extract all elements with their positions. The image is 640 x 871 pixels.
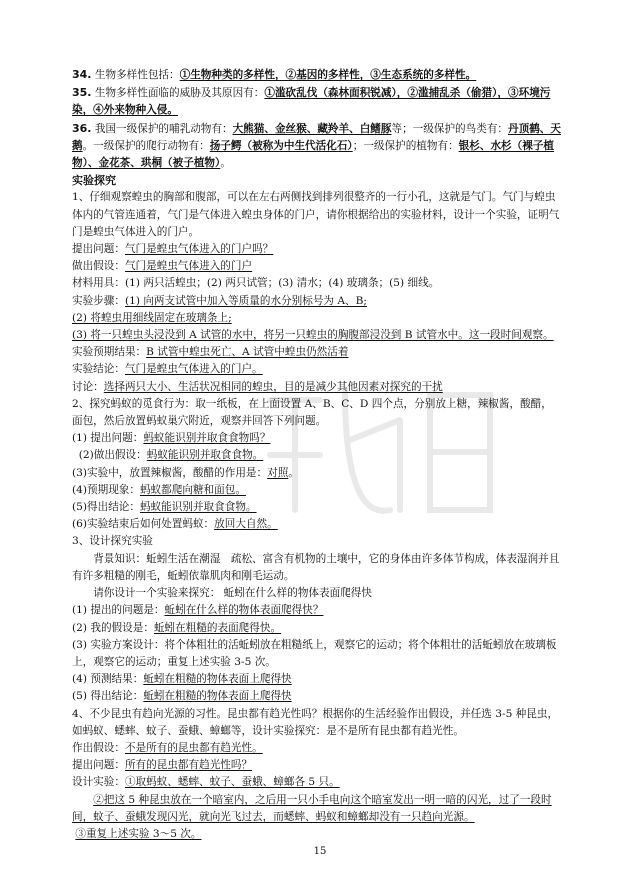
item-text: 等；一级保护的鸟类有： xyxy=(391,122,509,135)
answer: 放回大自然。 xyxy=(214,518,278,531)
item-text: 生物多样性面临的威胁及其原因有： xyxy=(94,87,265,100)
exp4-design-3 xyxy=(72,826,562,843)
exp1-discussion xyxy=(72,379,562,396)
answer: 蚯蚓在什么样的物体表面爬得快？ xyxy=(164,604,324,617)
label: 设计实验： xyxy=(72,776,125,789)
exp2-intro: 2、探究蚂蚁的觅食行为：取一纸板，在上面设置 A、B、C、D 四个点，分别放上糖，辣椒酱，酸醋，面包，然后放置蚂蚁巢穴附近，观察并回答下列问题。 xyxy=(72,397,552,428)
answer: 蚯蚓在粗糙的物体表面上爬得快 xyxy=(143,673,292,686)
exp4-design-2 xyxy=(72,792,562,826)
label: (2) 我的假设是： xyxy=(72,621,154,634)
label: (5)得出结论： xyxy=(72,501,140,514)
label: 实验结论： xyxy=(72,363,125,376)
exp4-intro: 4、不少昆虫有趋向光源的习性。昆虫都有趋光性吗？根据你的生活经验作出假设，并任选 3-5 种昆虫，如蚂蚁、蟋蟀、蚊子、蚕蛾、蟑螂等，设计实验探究：是不是所有昆虫都有趋光性。 xyxy=(72,707,559,737)
item-35 xyxy=(72,84,562,119)
answer: 蚂蚁能识别并取食食物。 xyxy=(146,449,264,462)
item-34 xyxy=(72,66,562,84)
answer: 蚯蚓在粗糙的物体表面上爬得快 xyxy=(143,690,292,703)
label: (1) 提出问题： xyxy=(72,432,144,445)
answer: 气门是蝗虫气体进入的门户吗？ xyxy=(124,243,274,256)
exp1-step-2 xyxy=(72,310,562,327)
answer: 所有的昆虫都有趋光性吗？ xyxy=(124,759,253,772)
document-page xyxy=(72,66,562,843)
label: (3)实验中，放置辣椒酱，酸醋的作用是： xyxy=(72,466,268,479)
exp3-background: 背景知识：蚯蚓生活在潮湿 疏松、富含有机物的土壤中，它的身体由许多体节构成，体表湿润并且有许多粗糙的刚毛，蚯蚓依靠肌肉和刚毛运动。 xyxy=(72,552,560,582)
answer: (1) 向两支试管中加入等质量的水分别标号为 A、B; xyxy=(124,294,367,307)
label: (4) 预测结果： xyxy=(72,673,144,686)
exp2-q1 xyxy=(72,430,562,447)
answer: 蚯蚓在粗糙的表面爬得快。 xyxy=(153,621,282,634)
exp4-hypothesis xyxy=(72,740,562,757)
exp1-materials: 材料用具：(1) 两只活蝗虫；(2) 两只试管；(3) 清水；(4) 玻璃条；(5) 细线。 xyxy=(72,277,440,290)
exp2-q2 xyxy=(72,447,562,464)
exp3-q3: (3) 实验方案设计：将个体粗壮的活蚯蚓放在粗糙纸上，观察它的运动；将个体粗壮的活蚯蚓放在玻璃板上，观察它的运动；重复上述实验 3-5 次。 xyxy=(72,638,557,668)
item-answer: 大熊猫、金丝猴、藏羚羊、白鳍豚 xyxy=(232,122,392,135)
item-answer: 扬子鳄（被称为中生代活化石） xyxy=(209,139,353,152)
label: 提出问题： xyxy=(72,243,125,256)
exp1-hypothesis xyxy=(72,258,562,275)
answer: 气门是蝗虫气体进入的门户 xyxy=(124,260,253,273)
exp3-q2 xyxy=(72,620,562,637)
label: 实验步骤： xyxy=(72,294,125,307)
item-answer: 丹顶鹤、天鹅 xyxy=(72,122,561,152)
item-answer: ①生物种类的多样性，②基因的多样性，③生态系统的多样性。 xyxy=(179,69,477,81)
item-number: 35. xyxy=(72,86,92,100)
exp2-q4 xyxy=(72,482,562,499)
exp1-step-1 xyxy=(72,293,562,310)
answer: 蚂蚁能识别并取食食物。 xyxy=(139,501,257,514)
label: (1) 提出的问题是： xyxy=(72,604,165,617)
item-text: ；一级保护的植物有： xyxy=(352,139,459,152)
answer: 不是所有的昆虫都有趋光性。 xyxy=(124,741,263,754)
exp3-task: 请你设计一个实验来探究： 蚯蚓在什么样的物体表面爬得快 xyxy=(93,587,372,600)
answer: 对照 xyxy=(267,466,289,479)
answer: ①取蚂蚁、蟋蟀、蚊子、蚕蛾、蟑螂各 5 只。 xyxy=(124,776,340,789)
item-answer: 银杉、水杉（裸子植物）、金花茶、珙桐（被子植物） xyxy=(72,139,555,170)
exp3-q5 xyxy=(72,688,562,705)
answer: B 试管中蝗虫死亡、A 试管中蝗虫仍然活着 xyxy=(146,346,349,359)
exp4-design-1 xyxy=(72,774,562,791)
item-number: 36. xyxy=(72,121,92,135)
answer: (3) 将一只蝗虫头浸没到 A 试管的水中，将另一只蝗虫的胸腹部浸没到 B 试管水中。这一段时间观察。 xyxy=(72,329,554,342)
exp1-question xyxy=(72,241,562,258)
answer: (2) 将蝗虫用细线固定在玻璃条上; xyxy=(72,311,232,324)
item-text: 。 xyxy=(220,157,231,170)
item-text: 。一级保护的爬行动物有： xyxy=(82,139,210,152)
label: 提出问题： xyxy=(72,759,125,772)
answer: ②把这 5 种昆虫放在一个暗室内，之后用一只小手电向这个暗室发出一明一暗的闪光，过了一段时间，蚊子、蚕蛾发现闪光，就向光飞过去，而蟋蟀、蚂蚁和蟑螂却没有一只趋向光源。 xyxy=(72,793,552,823)
exp3-title: 3、设计探究实验 xyxy=(72,535,153,548)
exp2-q5 xyxy=(72,499,562,516)
page-number: 15 xyxy=(313,846,327,857)
item-number: 34. xyxy=(72,68,92,81)
answer: 蚂蚁能识别并取食食物吗？ xyxy=(143,432,271,445)
exp4-question xyxy=(72,757,562,774)
label: (2)做出假设： xyxy=(78,449,147,462)
exp2-q6 xyxy=(72,516,562,533)
exp2-q3 xyxy=(72,465,562,482)
label: (4)预期现象： xyxy=(72,483,140,496)
exp1-intro: 1、仔细观察蝗虫的胸部和腹部，可以在左右两侧找到排列很整齐的一行小孔，这就是气门。气门与蝗虫体内的气管连通着，气门是气体进入蝗虫身体的门户，请你根据给出的实验材料，设计一个实验，证明气门是蝗虫气体进入的门户。 xyxy=(72,191,560,238)
item-answer: ①滥砍乱伐（森林面积锐减），②滥捕乱杀（偷猎），③环境污染，④外来物种入侵。 xyxy=(72,87,551,117)
label: 做出假设： xyxy=(72,260,125,273)
answer: 选择两只大小、生活状况相同的蝗虫，目的是减少其他因素对探究的干扰 xyxy=(103,380,443,393)
item-36 xyxy=(72,120,562,173)
label: 。 xyxy=(288,466,299,479)
section-title: 实验探究 xyxy=(72,174,116,188)
exp3-q1 xyxy=(72,602,562,619)
label: 实验预期结果： xyxy=(72,346,147,359)
exp1-prediction xyxy=(72,344,562,361)
answer: ③重复上述实验 3～5 次。 xyxy=(75,827,202,840)
answer: 蚂蚁都爬向糖和面包。 xyxy=(139,483,246,496)
label: 作出假设： xyxy=(72,741,125,754)
item-text: 我国一级保护的哺乳动物有： xyxy=(94,122,233,135)
item-text: 生物多样性包括： xyxy=(94,69,180,81)
exp1-conclusion xyxy=(72,361,562,378)
answer: 气门是蝗虫气体进入的门户。 xyxy=(124,363,263,376)
label: (5) 得出结论： xyxy=(72,690,144,703)
label: 讨论： xyxy=(72,380,104,393)
exp3-q4 xyxy=(72,671,562,688)
exp1-step-3 xyxy=(72,327,562,344)
label: (6)实验结束后如何处置蚂蚁： xyxy=(72,518,215,531)
